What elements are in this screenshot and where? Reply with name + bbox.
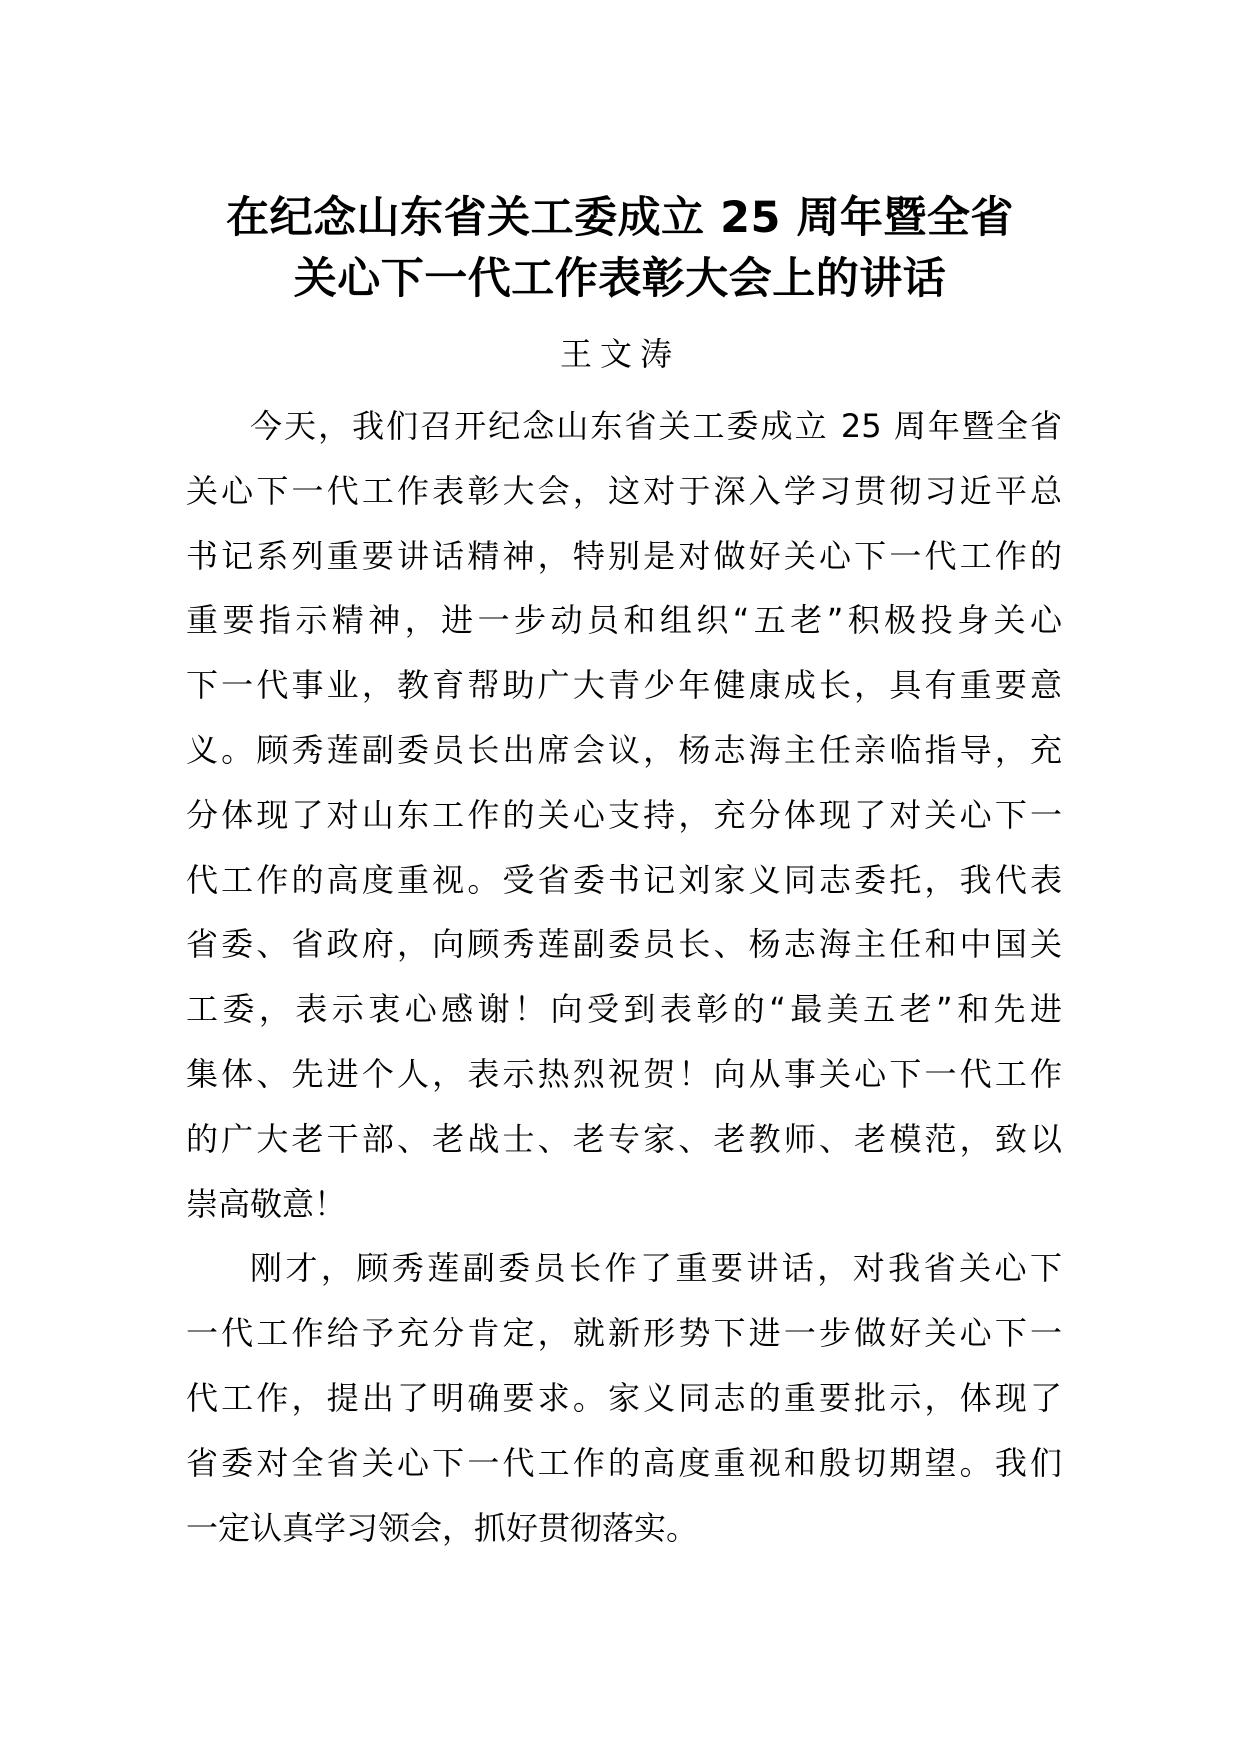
title-line: 关心下一代工作表彰大会上的讲话 — [293, 254, 947, 304]
text-line: 一定认真学习领会，抓好贯彻落实。 — [186, 1508, 699, 1547]
paragraph — [186, 1236, 1062, 1560]
text-line: 崇高敬意！ — [186, 1184, 347, 1223]
paragraph — [186, 394, 1062, 1236]
text-line: 重要指示精神，进一步动员和组织“五老”积极投身关心 — [186, 601, 1062, 640]
text-line: 义。顾秀莲副委员长出席会议，杨志海主任亲临指导，充 — [186, 730, 1062, 769]
document-body — [186, 394, 1062, 1560]
text-line: 的广大老干部、老战士、老专家、老教师、老模范，致以 — [186, 1119, 1062, 1158]
title-line: 在纪念山东省关工委成立 25 周年暨全省 — [226, 193, 1014, 243]
text-line: 省委、省政府，向顾秀莲副委员长、杨志海主任和中国关 — [186, 925, 1062, 964]
document-title — [150, 188, 1090, 310]
text-line: 代工作，提出了明确要求。家义同志的重要批示，体现了 — [186, 1378, 1062, 1417]
text-line: 集体、先进个人，表示热烈祝贺！向从事关心下一代工作 — [186, 1054, 1062, 1093]
text-line: 一代工作给予充分肯定，就新形势下进一步做好关心下一 — [186, 1314, 1062, 1353]
text-line: 关心下一代工作表彰大会，这对于深入学习贯彻习近平总 — [186, 471, 1062, 510]
author-name: 王文涛 — [559, 335, 680, 373]
text-line: 分体现了对山东工作的关心支持，充分体现了对关心下一 — [186, 795, 1062, 834]
text-line: 书记系列重要讲话精神，特别是对做好关心下一代工作的 — [186, 536, 1062, 575]
text-line: 刚才，顾秀莲副委员长作了重要讲话，对我省关心下 — [250, 1249, 1062, 1288]
text-line: 工委，表示衷心感谢！向受到表彰的“最美五老”和先进 — [186, 990, 1062, 1029]
text-line: 下一代事业，教育帮助广大青少年健康成长，具有重要意 — [186, 666, 1062, 705]
text-line: 今天，我们召开纪念山东省关工委成立 25 周年暨全省 — [250, 407, 1062, 445]
text-line: 代工作的高度重视。受省委书记刘家义同志委托，我代表 — [186, 860, 1062, 899]
text-line: 省委对全省关心下一代工作的高度重视和殷切期望。我们 — [186, 1443, 1062, 1482]
